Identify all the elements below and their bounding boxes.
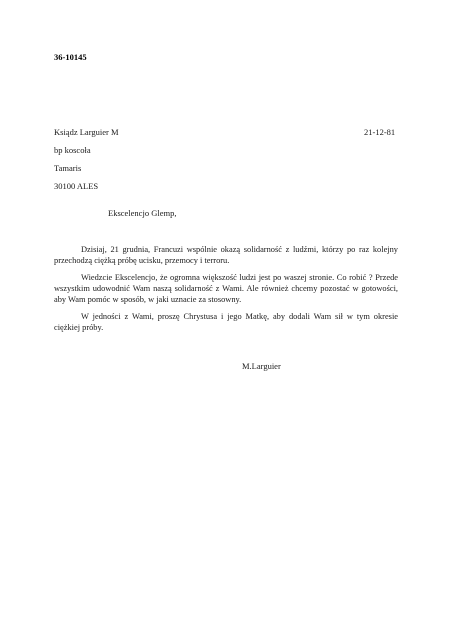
body-paragraph-1: Dzisiaj, 21 grudnia, Francuzi wspólnie okazą solidarność z ludźmi, którzy po raz kolejny przechodzą ciężką próbę ucisku, przemocy i terroru.	[54, 245, 398, 265]
body-paragraph-2: Wiedzcie Ekscelencjo, że ogromna większość ludzi jest po waszej stronie. Co robić ? Przede wszystkim udowodnić Wam naszą solidarność z Wami. Ale również chcemy pozostać w gotowości, aby Wam pomóc w sposób, w jaki uznacie za stosowny.	[54, 273, 398, 304]
reference-number: 36-10145	[54, 52, 87, 62]
sender-line-2: bp koscoła	[54, 145, 91, 155]
signature: M.Larguier	[242, 361, 281, 371]
salutation: Ekscelencjo Glemp,	[108, 208, 177, 218]
letter-date: 21-12-81	[364, 127, 396, 137]
sender-name: Ksiądz Larguier M	[54, 127, 119, 137]
sender-line-4: 30100 ALES	[54, 181, 99, 191]
sender-address	[54, 123, 119, 195]
sender-line-3: Tamaris	[54, 163, 82, 173]
letter-body	[54, 244, 398, 339]
body-paragraph-3: W jedności z Wami, proszę Chrystusa i jego Matkę, aby dodali Wam sił w tym okresie ciężkiej próby.	[54, 312, 398, 332]
